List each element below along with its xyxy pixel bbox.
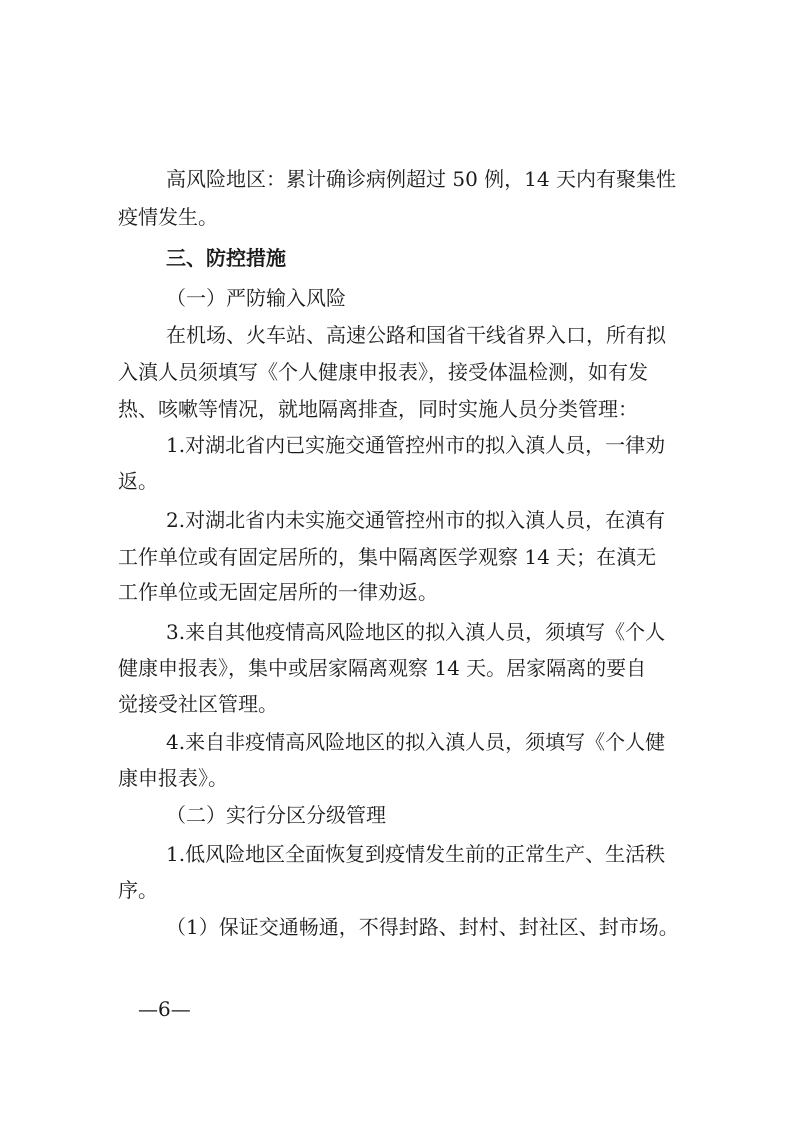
list-item-line: 康申报表》。	[118, 766, 228, 790]
paragraph-line: 在机场、火车站、高速公路和国省干线省界入口，所有拟	[166, 323, 666, 347]
list-item-line: 1.低风险地区全面恢复到疫情发生前的正常生产、生活秩	[166, 842, 666, 866]
list-item-line: 3.来自其他疫情高风险地区的拟入滇人员，须填写《个人	[166, 620, 666, 644]
paragraph-line: 热、咳嗽等情况，就地隔离排查，同时实施人员分类管理：	[118, 397, 638, 421]
list-item-line: （1）保证交通畅通，不得封路、封村、封社区、封市场。	[166, 915, 679, 939]
list-item-line: 工作单位或无固定居所的一律劝返。	[118, 580, 438, 604]
subsection-heading: （二）实行分区分级管理	[166, 803, 386, 827]
list-item-line: 2.对湖北省内未实施交通管控州市的拟入滇人员，在滇有	[166, 508, 666, 532]
list-item-line: 健康申报表》，集中或居家隔离观察 14 天。居家隔离的要自	[118, 656, 647, 680]
list-item-line: 觉接受社区管理。	[118, 692, 278, 716]
list-item-line: 4.来自非疫情高风险地区的拟入滇人员，须填写《个人健	[166, 730, 666, 754]
paragraph-line: 疫情发生。	[118, 205, 218, 229]
list-item-line: 1.对湖北省内已实施交通管控州市的拟入滇人员，一律劝	[166, 433, 666, 457]
page-number: —6—	[138, 997, 191, 1021]
paragraph-line: 高风险地区：累计确诊病例超过 50 例，14 天内有聚集性	[166, 167, 676, 191]
list-item-line: 返。	[118, 469, 158, 493]
paragraph-line: 入滇人员须填写《个人健康申报表》，接受体温检测，如有发	[118, 360, 648, 384]
subsection-heading: （一）严防输入风险	[166, 286, 346, 310]
section-heading: 三、防控措施	[166, 246, 286, 270]
list-item-line: 工作单位或有固定居所的，集中隔离医学观察 14 天；在滇无	[118, 545, 657, 569]
list-item-line: 序。	[118, 878, 158, 902]
